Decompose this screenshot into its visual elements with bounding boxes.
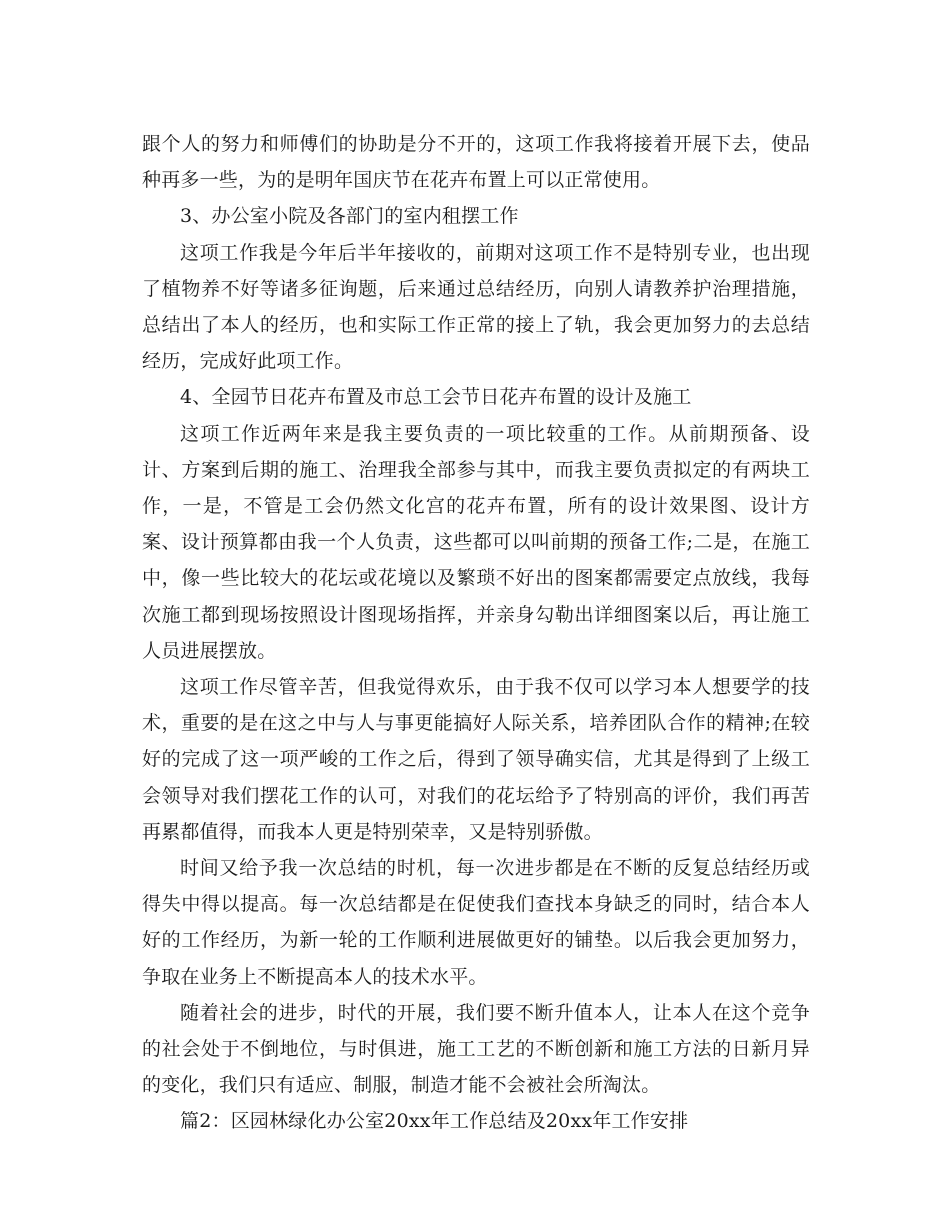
paragraph-continuation: 跟个人的努力和师傅们的协助是分不开的，这项工作我将接着开展下去，使品种再多一些，为的是明年国庆节在花卉布置上可以正常使用。 [142, 133, 810, 192]
paragraph: 这项工作尽管辛苦，但我觉得欢乐，由于我不仅可以学习本人想要学的技术，重要的是在这之中与人与事更能搞好人际关系，培养团队合作的精神;在较好的完成了这一项严峻的工作之后，得到了领导确实信，尤其是得到了上级工会领导对我们摆花工作的认可，对我们的花坛给予了特别高的评价，我们再苦再累都值得，而我本人更是特别荣幸，又是特别骄傲。 [142, 676, 810, 843]
section-heading-4: 4、全园节日花卉布置及市总工会节日花卉布置的设计及施工 [180, 386, 692, 409]
document-body [142, 126, 810, 1140]
article-title: 篇2：区园林绿化办公室20xx年工作总结及20xx年工作安排 [180, 1110, 689, 1133]
section-heading-3: 3、办公室小院及各部门的室内租摆工作 [180, 205, 519, 228]
paragraph: 随着社会的进步，时代的开展，我们要不断升值本人，让本人在这个竞争的社会处于不倒地位，与时俱进，施工工艺的不断创新和施工方法的日新月异的变化，我们只有适应、制服，制造才能不会被社会所淘汰。 [142, 1001, 810, 1097]
paragraph: 时间又给予我一次总结的时机，每一次进步都是在不断的反复总结经历或得失中得以提高。每一次总结都是在促使我们查找本身缺乏的同时，结合本人好的工作经历，为新一轮的工作顺利进展做更好的铺垫。以后我会更加努力，争取在业务上不断提高本人的技术水平。 [142, 857, 810, 988]
paragraph: 这项工作近两年来是我主要负责的一项比较重的工作。从前期预备、设计、方案到后期的施工、治理我全部参与其中，而我主要负责拟定的有两块工作，一是，不管是工会仍然文化宫的花卉布置，所有的设计效果图、设计方案、设计预算都由我一个人负责，这些都可以叫前期的预备工作;二是，在施工中，像一些比较大的花坛或花境以及繁琐不好出的图案都需要定点放线，我每次施工都到现场按照设计图现场指挥，并亲身勾勒出详细图案以后，再让施工人员进展摆放。 [142, 422, 810, 662]
paragraph: 这项工作我是今年后半年接收的，前期对这项工作不是特别专业，也出现了植物养不好等诸多征询题，后来通过总结经历，向别人请教养护治理措施，总结出了本人的经历，也和实际工作正常的接上了轨，我会更加努力的去总结经历，完成好此项工作。 [142, 241, 810, 373]
